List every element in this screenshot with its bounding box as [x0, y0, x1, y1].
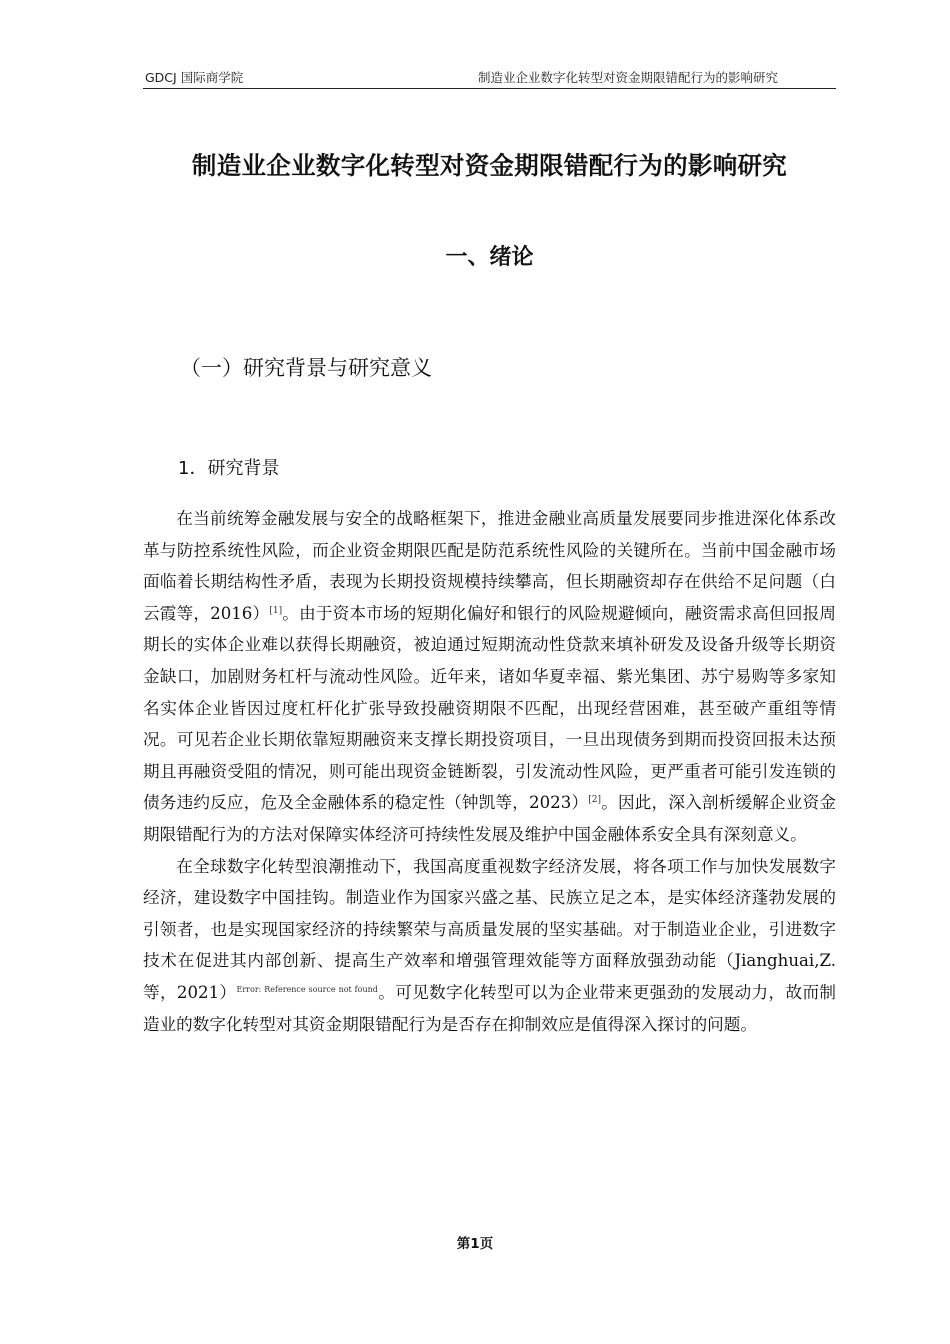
paragraph-1-part-b: 。由于资本市场的短期化偏好和银行的风险规避倾向，融资需求高但回报周期长的实体企业难以获得长期融资，被迫通过短期流动性贷款来填补研发及设备升级等长期资金缺口，加剧财务杠杆与流动性风险。近年来，诸如华夏幸福、紫光集团、苏宁易购等多家知名实体企业皆因过度杠杆化扩张导致投融资期限不匹配，出现经营困难，甚至破产重组等情况。可见若企业长期依靠短期融资来支撑长期投资项目，一旦出现债务到期而投资回报未达预期且再融资受阻的情况，则可能出现资金链断裂，引发流动性风险，更严重者可能引发连锁的债务违约反应，危及全金融体系的稳定性（钟凯等，2023）	[143, 603, 837, 813]
header-paper-title: 制造业企业数字化转型对资金期限错配行为的影响研究	[477, 70, 778, 85]
paragraph-2	[143, 851, 836, 1041]
section-heading: （一）研究背景与研究意义	[180, 356, 432, 380]
page-number: 第1页	[456, 1236, 494, 1252]
header-institution: GDCJ 国际商学院	[145, 70, 244, 85]
paragraph-1	[143, 503, 836, 851]
paragraph-1-part-a: 在当前统筹金融发展与安全的战略框架下，推进金融业高质量发展要同步推进深化体系改革与防控系统性风险，而企业资金期限匹配是防范系统性风险的关键所在。当前中国金融市场面临着长期结构性矛盾，表现为长期投资规模持续攀高，但长期融资却存在供给不足问题（白云霞等，2016）	[143, 509, 836, 623]
citation-error: Error: Reference source not found	[236, 984, 378, 994]
paragraph-2-part-b: 。可见数字化转型可以为企业带来更强劲的发展动力，故而制造业的数字化转型对其资金期限错配行为是否存在抑制效应是值得深入探讨的问题。	[143, 982, 837, 1034]
paragraph-2-part-a: 在全球数字化转型浪潮推动下，我国高度重视数字经济发展，将各项工作与加快发展数字经济，建设数字中国挂钩。制造业作为国家兴盛之基、民族立足之本，是实体经济蓬勃发展的引领者，也是实现国家经济的持续繁荣与高质量发展的坚实基础。对于制造业企业，引进数字技术在促进其内部创新、提高生产效率和增强管理效能等方面释放强劲动能（Jianghuai,Z.等，2021）	[143, 856, 836, 1002]
subsection-heading: 1．研究背景	[178, 458, 280, 479]
citation-2: [2]	[588, 795, 602, 806]
chapter-heading: 一、绪论	[445, 245, 534, 270]
body-text	[143, 503, 836, 1040]
paper-title: 制造业企业数字化转型对资金期限错配行为的影响研究	[191, 151, 788, 180]
running-header	[143, 66, 836, 89]
citation-1: [1]	[269, 605, 283, 616]
paragraph-1-part-c: 。因此，深入剖析缓解企业资金期限错配行为的方法对保障实体经济可持续性发展及维护中国金融体系安全具有深刻意义。	[143, 793, 837, 844]
